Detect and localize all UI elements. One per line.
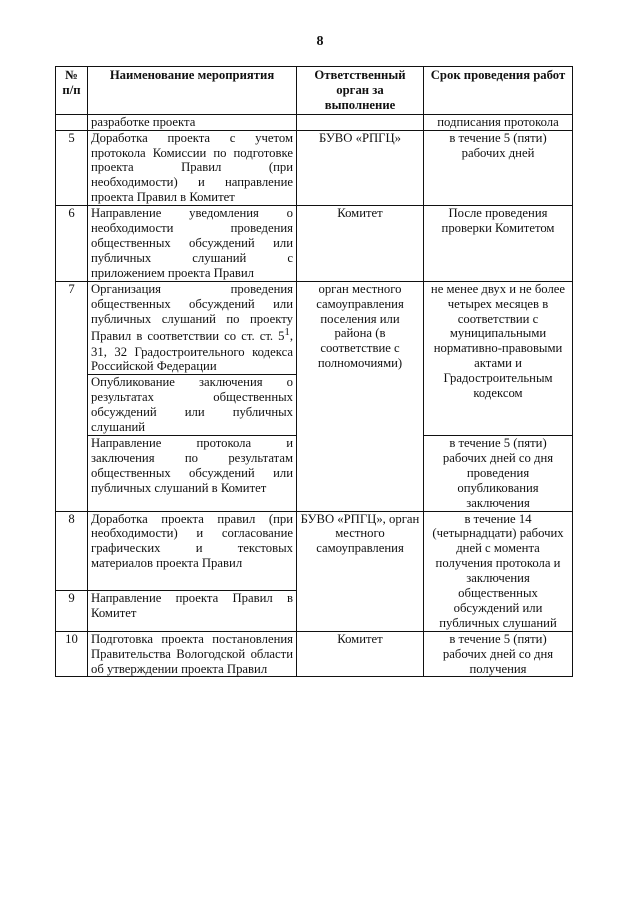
cell-name: Доработка проекта с учетом протокола Комиссии по подготовке проекта Правил (при необходимости) и направление проекта Правил в Комитет bbox=[88, 130, 297, 206]
cell-num: 9 bbox=[56, 591, 88, 632]
header-num: № п/п bbox=[56, 67, 88, 115]
cell-deadline: в течение 5 (пяти) рабочих дней bbox=[424, 130, 573, 206]
cell-responsible: БУВО «РПГЦ», орган местного самоуправления bbox=[297, 511, 424, 631]
table-row-10 bbox=[56, 631, 573, 677]
events-table bbox=[55, 66, 573, 677]
cell-name: разработке проекта bbox=[88, 114, 297, 130]
cell-deadline: в течение 14 (четырнадцати) рабочих дней с момента получения протокола и заключения общественных обсуждений или публичных слушаний bbox=[424, 511, 573, 631]
cell-num bbox=[56, 114, 88, 130]
table-row-6 bbox=[56, 206, 573, 282]
table-row-continuation bbox=[56, 114, 573, 130]
table-row-8 bbox=[56, 511, 573, 591]
cell-num: 5 bbox=[56, 130, 88, 206]
cell-responsible: БУВО «РПГЦ» bbox=[297, 130, 424, 206]
page-number: 8 bbox=[316, 34, 324, 49]
cell-deadline: подписания протокола bbox=[424, 114, 573, 130]
cell-responsible: Комитет bbox=[297, 631, 424, 677]
cell-responsible bbox=[297, 114, 424, 130]
table-row-7a bbox=[56, 281, 573, 375]
table-header-row bbox=[56, 67, 573, 115]
header-deadline: Срок проведения работ bbox=[424, 67, 573, 115]
cell-name: Опубликование заключения о результатах общественных обсуждений или публичных слушаний bbox=[88, 375, 297, 436]
cell-deadline: в течение 5 (пяти) рабочих дней со дня получения bbox=[424, 631, 573, 677]
cell-name bbox=[88, 281, 297, 375]
cell-num: 6 bbox=[56, 206, 88, 282]
cell-deadline: не менее двух и не более четырех месяцев в соответствии с муниципальными нормативно-правовыми актами и Градостроительным кодексом bbox=[424, 281, 573, 435]
cell-name: Подготовка проекта постановления Правительства Вологодской области об утверждении проекта Правил bbox=[88, 631, 297, 677]
cell-name: Направление уведомления о необходимости проведения общественных обсуждений или публичных слушаний с приложением проекта Правил bbox=[88, 206, 297, 282]
cell-num: 10 bbox=[56, 631, 88, 677]
cell-num: 7 bbox=[56, 281, 88, 511]
cell-responsible: Комитет bbox=[297, 206, 424, 282]
cell-name: Доработка проекта правил (при необходимости) и согласование графических и текстовых материалов проекта Правил bbox=[88, 511, 297, 591]
cell-name: Направление проекта Правил в Комитет bbox=[88, 591, 297, 632]
header-name: Наименование мероприятия bbox=[88, 67, 297, 115]
superscript: 1 bbox=[284, 327, 290, 339]
cell-deadline: в течение 5 (пяти) рабочих дней со дня проведения опубликования заключения bbox=[424, 435, 573, 511]
cell-num: 8 bbox=[56, 511, 88, 591]
cell-name: Направление протокола и заключения по результатам общественных обсуждений или публичных слушаний в Комитет bbox=[88, 435, 297, 511]
name-text: Организация проведения общественных обсуждений или публичных слушаний по проекту Правил в соответствии со ст. ст. 5 bbox=[91, 281, 293, 344]
cell-responsible: орган местного самоуправления поселения или района (в соответствие с полномочиями) bbox=[297, 281, 424, 511]
header-responsible: Ответственный орган за выполнение bbox=[297, 67, 424, 115]
name-text: , 31, 32 Градостроительного кодекса Российской Федерации bbox=[91, 329, 293, 374]
table-row-5 bbox=[56, 130, 573, 206]
cell-deadline: После проведения проверки Комитетом bbox=[424, 206, 573, 282]
